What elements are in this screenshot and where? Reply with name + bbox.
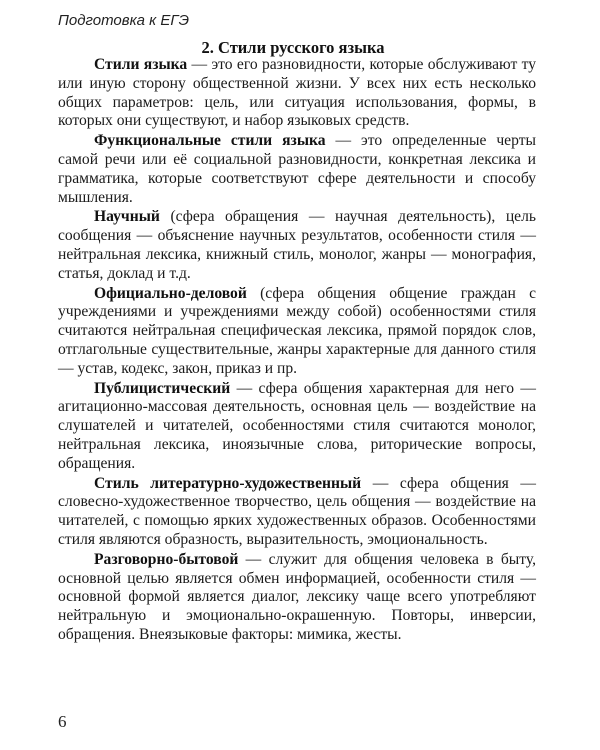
paragraph-term: Публицистический (94, 379, 231, 397)
paragraph-styles-of-language (58, 56, 536, 131)
paragraph-term: Стили языка (94, 56, 188, 73)
paragraph-text: (сфера общения общение граждан с учреждениями и учреждениями между собой) особенностями стиля считаются нейтральная специфическая лексика, прямой порядок слов, отглагольные существительные, жанры характерные для данного стиля — устав, кодекс, закон, приказ и пр. (58, 284, 536, 377)
paragraph-text: — это его разновидности, которые обслуживают ту или иную сторону общественной жизни. У всех них есть несколько общих параметров: цель, или ситуация использования, формы, в которых они существуют, и набор языковых средств. (58, 56, 536, 130)
running-head: Подготовка к ЕГЭ (58, 12, 189, 29)
paragraph-official-business-style (58, 285, 536, 379)
paragraph-text: — служит для общения человека в быту, основной целью является обмен информацией, особенности стиля — основной формой является диалог, лексику чаще всего употребляют нейтральную и эмоционально-окрашенную. Повторы, инверсии, обращения. Внеязыковые факторы: мимика, жесты. (58, 550, 536, 643)
paragraph-literary-style (58, 475, 536, 550)
body-text (58, 56, 536, 645)
paragraph-functional-styles (58, 132, 536, 207)
paragraph-colloquial-style (58, 551, 536, 645)
paragraph-term: Официально-деловой (94, 284, 247, 302)
section-title: 2. Стили русского языка (201, 38, 385, 57)
paragraph-term: Научный (94, 208, 160, 226)
paragraph-term: Функциональные стили языка (94, 132, 326, 150)
paragraph-term: Разговорно-бытовой (94, 550, 239, 568)
page-number: 6 (58, 712, 67, 731)
paragraph-journalistic-style (58, 380, 536, 474)
paragraph-text: — это определенные черты самой речи или её социальной разновидности, конкретная лексика и грамматика, которые соответствуют сфере деятельности и способу мышления. (58, 132, 536, 206)
paragraph-term: Стиль литературно-художественный (94, 474, 362, 492)
paragraph-scientific-style (58, 208, 536, 283)
paragraph-text: (сфера обращения — научная деятельность), цель сообщения — объяснение научных результатов, особенности стиля — нейтральная лексика, книжный стиль, монолог, жанры — монография, статья, доклад и т.д. (58, 208, 536, 282)
paragraph-text: — сфера общения характерная для него — агитационно-массовая деятельность, основная цель — воздействие на слушателей и читателей, особенностями стиля считаются монолог, нейтральная лексика, иноязычные слова, риторические вопросы, обращения. (58, 379, 536, 472)
paragraph-text: — сфера общения — словесно-художественное творчество, цель общения — воздействие на читателей, с помощью ярких художественных образов. Особенностями стиля являются образность, выразительность, эмоциональность. (58, 474, 536, 548)
